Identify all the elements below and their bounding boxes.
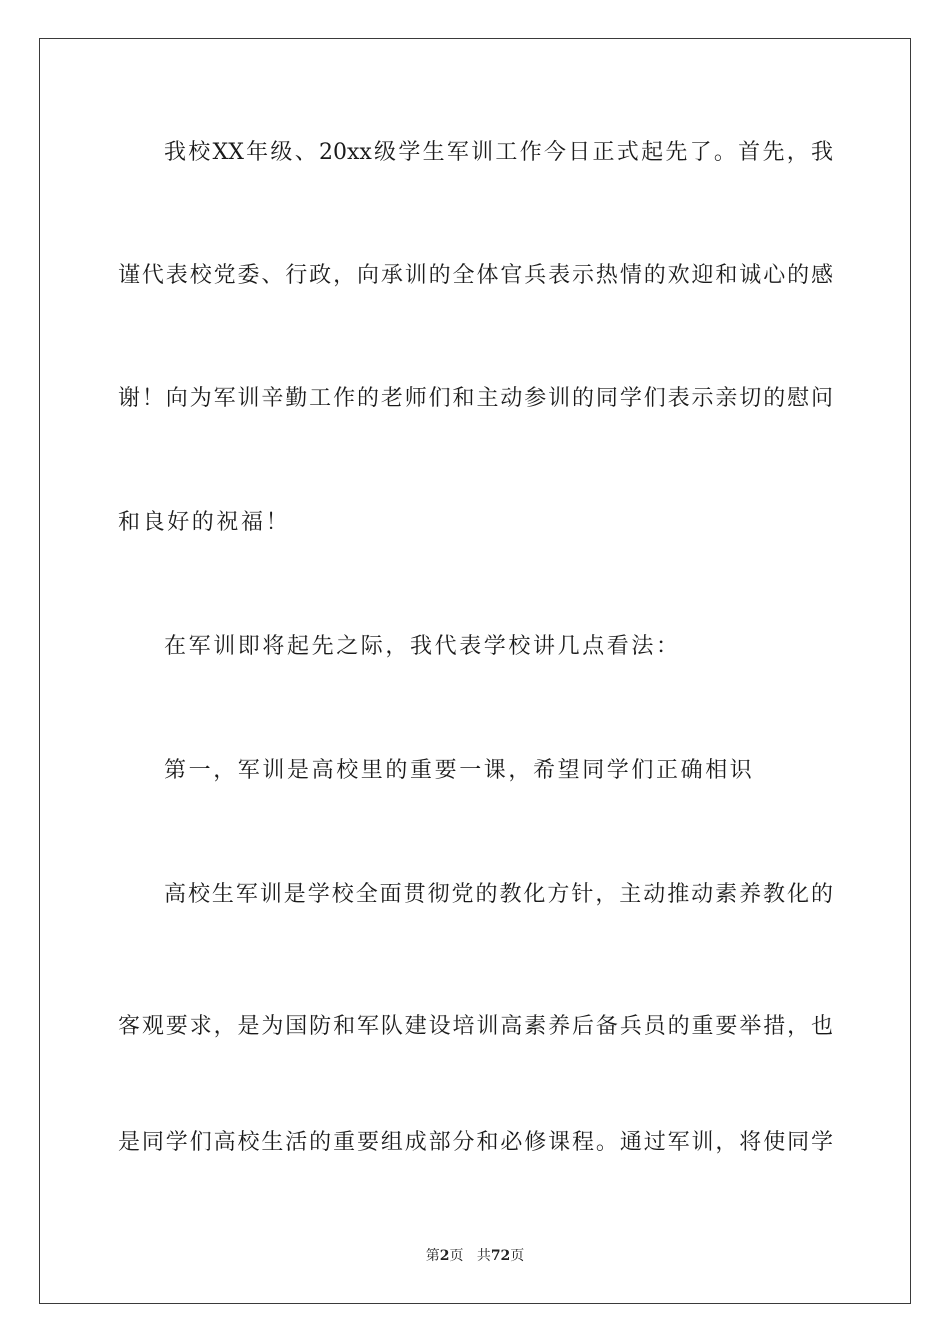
section-heading-1: 第一，军训是高校里的重要一课，希望同学们正确相识 [164, 758, 755, 783]
paragraph-3-line-2: 客观要求，是为国防和军队建设培训高素养后备兵员的重要举措，也 [118, 1014, 833, 1039]
page-border [39, 38, 911, 1304]
footer-page-number: 2 [439, 1248, 450, 1264]
footer-total-suffix: 页 [510, 1248, 525, 1264]
paragraph-1-line-2: 谨代表校党委、行政，向承训的全体官兵表示热情的欢迎和诚心的感 [118, 263, 833, 288]
paragraph-3-line-1: 高校生军训是学校全面贯彻党的教化方针，主动推动素养教化的 [164, 882, 833, 907]
footer-total-pages: 72 [490, 1248, 511, 1264]
paragraph-1-line-3: 谢！向为军训辛勤工作的老师们和主动参训的同学们表示亲切的慰问 [118, 386, 833, 411]
footer-prefix: 第 [425, 1248, 440, 1264]
paragraph-2-line-1: 在军训即将起先之际，我代表学校讲几点看法： [164, 634, 681, 659]
paragraph-1-line-4: 和良好的祝福！ [118, 510, 291, 535]
paragraph-3-line-3: 是同学们高校生活的重要组成部分和必修课程。通过军训，将使同学 [118, 1130, 833, 1155]
footer-total-prefix: 共 [476, 1248, 491, 1264]
footer-page-suffix: 页 [449, 1248, 464, 1264]
page-footer [0, 1246, 950, 1266]
paragraph-1-line-1: 我校XX年级、20xx级学生军训工作今日正式起先了。首先，我 [164, 140, 833, 165]
